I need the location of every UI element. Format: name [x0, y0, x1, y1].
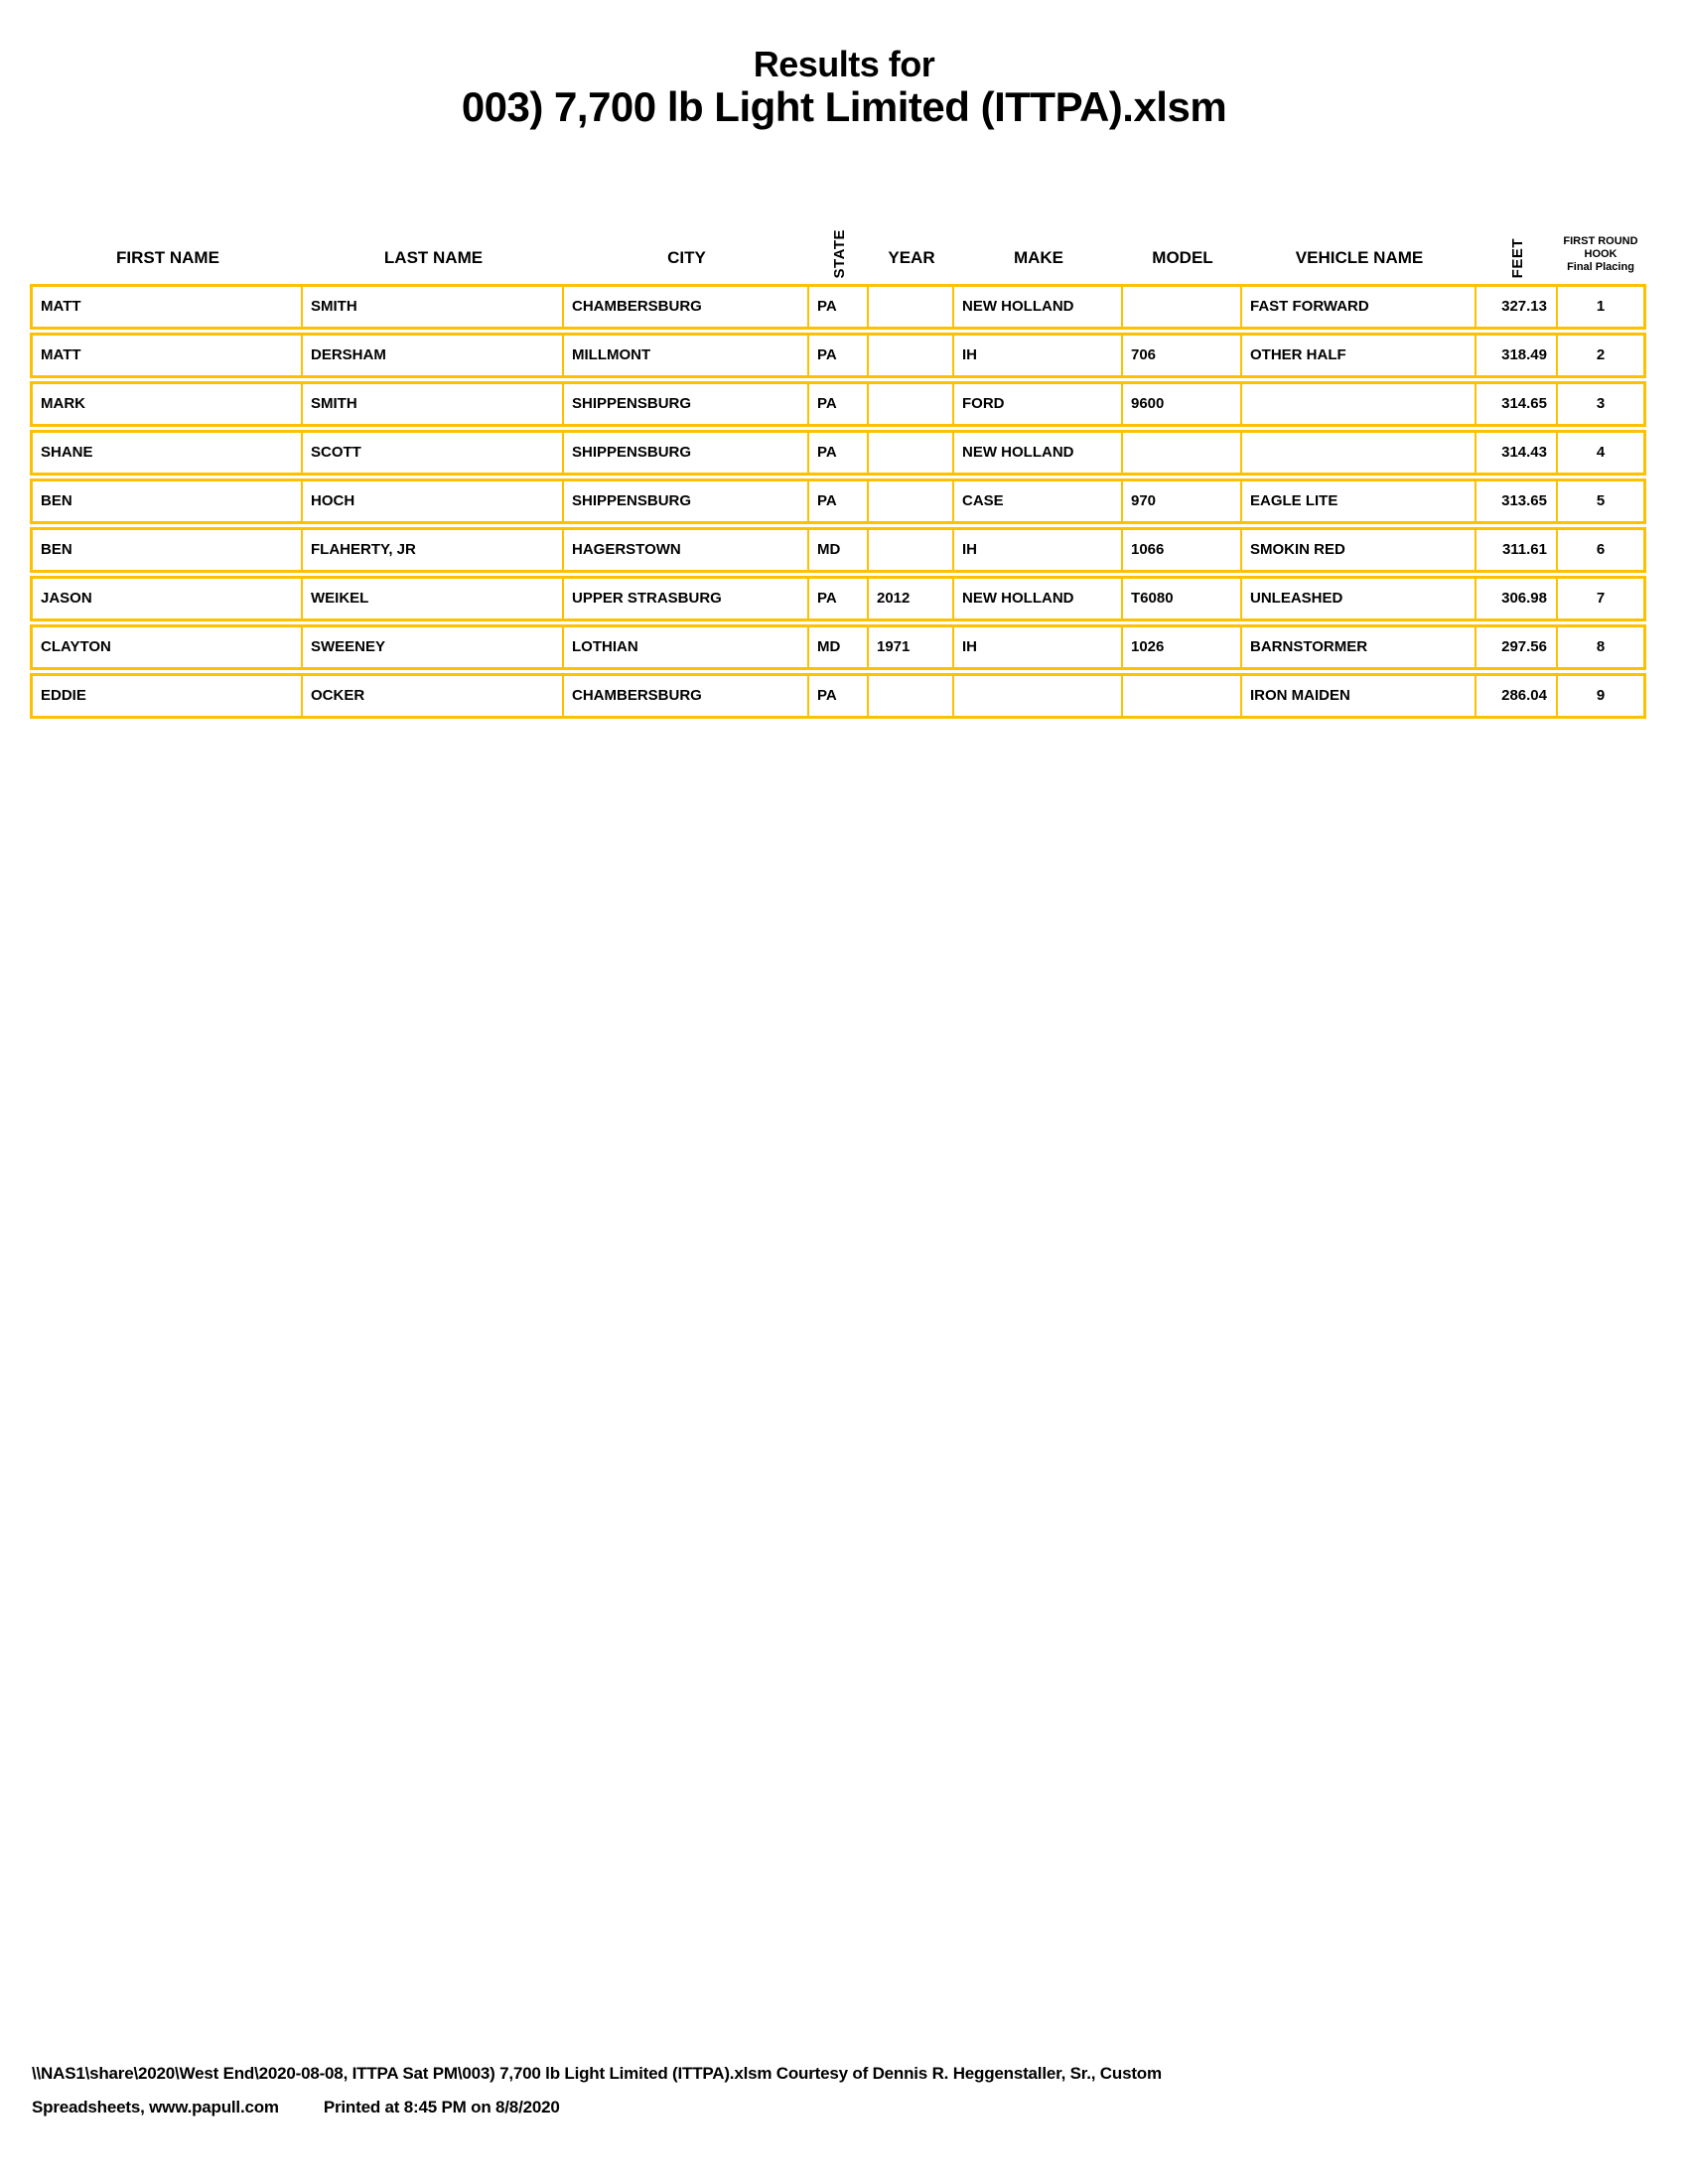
cell-city: MILLMONT: [564, 336, 809, 375]
cell-placing: 1: [1596, 298, 1606, 315]
cell-vehicle-name: OTHER HALF: [1242, 336, 1477, 375]
cell-first-name: JASON: [33, 579, 303, 618]
report-title-line2: 003) 7,700 lb Light Limited (ITTPA).xlsm: [461, 83, 1227, 130]
cell-city: HAGERSTOWN: [564, 530, 809, 570]
header-first-name: FIRST NAME: [116, 248, 219, 267]
cell-last-name: SWEENEY: [303, 627, 564, 667]
cell-feet: 313.65: [1477, 481, 1558, 521]
cell-model: 9600: [1123, 384, 1242, 424]
cell-model: 1026: [1123, 627, 1242, 667]
header-first-round-hook: [1558, 235, 1643, 282]
header-final-placing-label: Final Placing: [1567, 261, 1634, 273]
cell-make: IH: [954, 530, 1123, 570]
cell-state: MD: [809, 530, 869, 570]
footer-path-line: \\NAS1\share\2020\West End\2020-08-08, ITTPA Sat PM\003) 7,700 lb Light Limited (ITTPA).xlsm Courtesy of Dennis R. Heggenstaller, Sr., Custom: [32, 2064, 1162, 2083]
cell-vehicle-name: BARNSTORMER: [1242, 627, 1477, 667]
cell-make: [954, 676, 1123, 716]
cell-feet: 286.04: [1477, 676, 1558, 716]
cell-state: PA: [809, 287, 869, 327]
header-last-name: LAST NAME: [383, 248, 484, 267]
cell-state: PA: [809, 433, 869, 473]
cell-city: CHAMBERSBURG: [564, 676, 809, 716]
cell-make: NEW HOLLAND: [954, 579, 1123, 618]
cell-last-name: OCKER: [303, 676, 564, 716]
header-state-label: STATE: [830, 228, 848, 278]
cell-year: 1971: [869, 627, 954, 667]
cell-first-name: EDDIE: [33, 676, 303, 716]
cell-feet: 306.98: [1477, 579, 1558, 618]
cell-placing: 9: [1596, 687, 1606, 704]
cell-first-name: MATT: [33, 287, 303, 327]
cell-state: PA: [809, 579, 869, 618]
table-row: [30, 576, 1646, 621]
cell-state: MD: [809, 627, 869, 667]
cell-feet: 327.13: [1477, 287, 1558, 327]
table-header-row: [30, 189, 1646, 282]
cell-vehicle-name: UNLEASHED: [1242, 579, 1477, 618]
cell-state: PA: [809, 336, 869, 375]
cell-last-name: DERSHAM: [303, 336, 564, 375]
cell-feet: 314.65: [1477, 384, 1558, 424]
cell-state: PA: [809, 481, 869, 521]
cell-city: SHIPPENSBURG: [564, 384, 809, 424]
cell-model: [1123, 676, 1242, 716]
cell-model: [1123, 433, 1242, 473]
cell-make: CASE: [954, 481, 1123, 521]
cell-first-name: SHANE: [33, 433, 303, 473]
cell-year: [869, 433, 954, 473]
cell-feet: 297.56: [1477, 627, 1558, 667]
cell-city: CHAMBERSBURG: [564, 287, 809, 327]
footer-printed-text: Printed at 8:45 PM on 8/8/2020: [323, 2098, 560, 2116]
table-row: [30, 673, 1646, 719]
cell-vehicle-name: SMOKIN RED: [1242, 530, 1477, 570]
cell-placing: 5: [1596, 492, 1606, 509]
cell-vehicle-name: FAST FORWARD: [1242, 287, 1477, 327]
cell-make: IH: [954, 336, 1123, 375]
header-feet: [1477, 238, 1558, 282]
cell-placing: 8: [1596, 638, 1606, 655]
cell-first-name: BEN: [33, 530, 303, 570]
cell-state: PA: [809, 676, 869, 716]
cell-last-name: SMITH: [303, 287, 564, 327]
cell-placing: 3: [1596, 395, 1606, 412]
header-state: [809, 229, 869, 282]
cell-placing: 4: [1596, 444, 1606, 461]
cell-first-name: CLAYTON: [33, 627, 303, 667]
cell-year: [869, 530, 954, 570]
cell-year: [869, 336, 954, 375]
table-row: [30, 381, 1646, 427]
header-feet-label: FEET: [1508, 237, 1526, 278]
cell-year: 2012: [869, 579, 954, 618]
cell-feet: 311.61: [1477, 530, 1558, 570]
footer-spreadsheets-text: Spreadsheets, www.papull.com: [32, 2098, 279, 2116]
cell-city: UPPER STRASBURG: [564, 579, 809, 618]
cell-make: FORD: [954, 384, 1123, 424]
results-table: [30, 189, 1646, 722]
cell-model: 706: [1123, 336, 1242, 375]
cell-placing: 6: [1596, 541, 1606, 558]
cell-year: [869, 676, 954, 716]
cell-last-name: WEIKEL: [303, 579, 564, 618]
header-model: MODEL: [1152, 248, 1213, 267]
cell-first-name: MATT: [33, 336, 303, 375]
cell-model: T6080: [1123, 579, 1242, 618]
cell-model: 970: [1123, 481, 1242, 521]
cell-city: SHIPPENSBURG: [564, 433, 809, 473]
cell-last-name: HOCH: [303, 481, 564, 521]
table-row: [30, 284, 1646, 330]
cell-first-name: BEN: [33, 481, 303, 521]
cell-model: [1123, 287, 1242, 327]
cell-city: SHIPPENSBURG: [564, 481, 809, 521]
cell-model: 1066: [1123, 530, 1242, 570]
table-row: [30, 527, 1646, 573]
cell-vehicle-name: [1242, 384, 1477, 424]
cell-state: PA: [809, 384, 869, 424]
header-vehicle-name: VEHICLE NAME: [1295, 248, 1424, 267]
cell-year: [869, 384, 954, 424]
header-year: YEAR: [888, 248, 935, 267]
cell-make: IH: [954, 627, 1123, 667]
cell-first-name: MARK: [33, 384, 303, 424]
header-make: MAKE: [1013, 248, 1064, 267]
footer-second-line: [32, 2091, 1680, 2124]
cell-feet: 314.43: [1477, 433, 1558, 473]
footer: [32, 2057, 1680, 2124]
cell-vehicle-name: EAGLE LITE: [1242, 481, 1477, 521]
table-row: [30, 430, 1646, 476]
cell-last-name: FLAHERTY, JR: [303, 530, 564, 570]
cell-vehicle-name: [1242, 433, 1477, 473]
cell-make: NEW HOLLAND: [954, 287, 1123, 327]
cell-vehicle-name: IRON MAIDEN: [1242, 676, 1477, 716]
cell-year: [869, 287, 954, 327]
cell-year: [869, 481, 954, 521]
cell-last-name: SCOTT: [303, 433, 564, 473]
cell-city: LOTHIAN: [564, 627, 809, 667]
cell-make: NEW HOLLAND: [954, 433, 1123, 473]
table-row: [30, 333, 1646, 378]
cell-placing: 7: [1596, 590, 1606, 607]
cell-feet: 318.49: [1477, 336, 1558, 375]
header-first-round-hook-label: FIRST ROUND HOOK: [1563, 235, 1638, 260]
table-row: [30, 478, 1646, 524]
cell-placing: 2: [1596, 346, 1606, 363]
report-title-line1: Results for: [753, 44, 935, 84]
table-row: [30, 624, 1646, 670]
header-city: CITY: [667, 248, 706, 267]
cell-last-name: SMITH: [303, 384, 564, 424]
